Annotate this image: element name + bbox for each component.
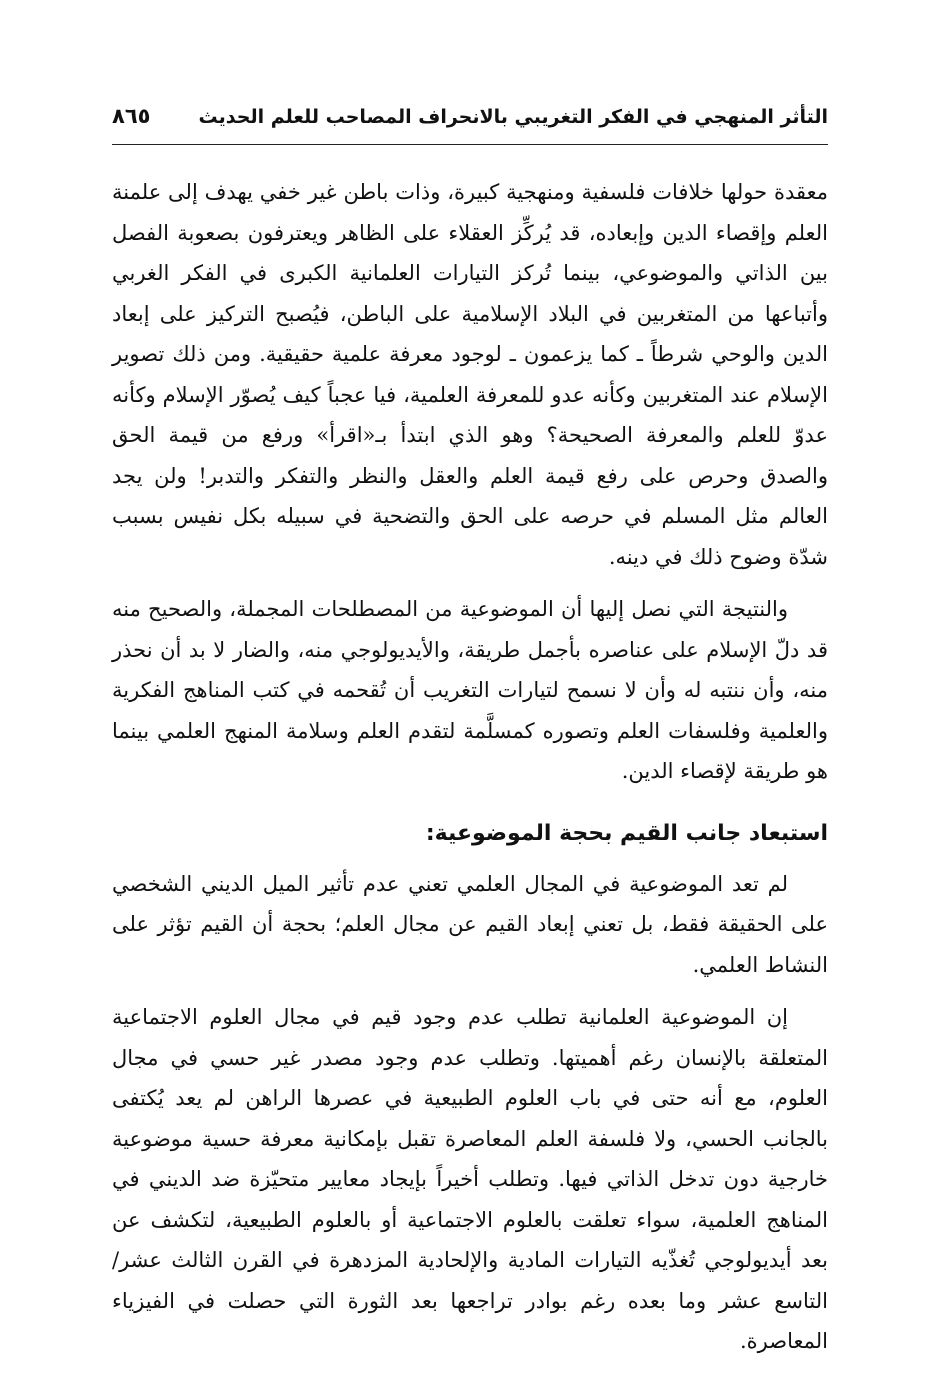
paragraph-1: معقدة حولها خلافات فلسفية ومنهجية كبيرة، وذات باطن غير خفي يهدف إلى علمنة العلم وإقصاء الدين وإبعاده، قد يُركِّز العقلاء على الظاهر ويعترفون بصعوبة الفصل بين الذاتي والموضوعي، بينما تُركز التيارات العلمانية الكبرى في الفكر الغربي وأتباعها من المتغربين في البلاد الإسلامية على الباطن، فيُصبح التركيز على إبعاد الدين والوحي شرطاً ـ كما يزعمون ـ لوجود معرفة علمية حقيقية. ومن ذلك تصوير الإسلام عند المتغربين وكأنه عدو للمعرفة العلمية، فيا عجباً كيف يُصوّر الإسلام وكأنه عدوّ للعلم والمعرفة الصحيحة؟ وهو الذي ابتدأ بـ«اقرأ» ورفع من قيمة الحق والصدق وحرص على رفع قيمة العلم والعقل والنظر والتفكر والتدبر! ولن يجد العالم مثل المسلم في حرصه على الحق والتضحية في سبيله بكل نفيس بسبب شدّة وضوح ذلك في دينه. xyxy=(112,180,828,569)
paragraph-3: لم تعد الموضوعية في المجال العلمي تعني عدم تأثير الميل الديني الشخصي على الحقيقة فقط، بل تعني إبعاد القيم عن مجال العلم؛ بحجة أن القيم تؤثر على النشاط العلمي. xyxy=(112,871,828,977)
page-number: ٨٦٥ xyxy=(112,104,151,128)
header-title: التأثر المنهجي في الفكر التغريبي بالانحراف المصاحب للعلم الحديث xyxy=(198,106,828,128)
section-heading: استبعاد جانب القيم بحجة الموضوعية: xyxy=(425,820,828,846)
running-header xyxy=(112,100,828,145)
paragraph-2: والنتيجة التي نصل إليها أن الموضوعية من المصطلحات المجملة، والصحيح منه قد دلّ الإسلام على عناصره بأجمل طريقة، والأيديولوجي منه، والضار لا بد أن نحذر منه، وأن ننتبه له وأن لا نسمح لتيارات التغريب أن تُقحمه في كتب المناهج الفكرية والعلمية وفلسفات العلم وتصوره كمسلَّمة لتقدم العلم وسلامة المنهج العلمي بينما هو طريقة لإقصاء الدين. xyxy=(112,597,828,783)
paragraph-4: إن الموضوعية العلمانية تطلب عدم وجود قيم في مجال العلوم الاجتماعية المتعلقة بالإنسان رغم أهميتها. وتطلب عدم وجود مصدر غير حسي في مجال العلوم، مع أنه حتى في باب العلوم الطبيعية في عصرها الراهن لم يعد يُكتفى بالجانب الحسي، ولا فلسفة العلم المعاصرة تقبل بإمكانية معرفة حسية موضوعية خارجية دون تدخل الذاتي فيها. وتطلب أخيراً بإيجاد معايير متحيّزة ضد الديني في المناهج العلمية، سواء تعلقت بالعلوم الاجتماعية أو بالعلوم الطبيعية، لتكشف عن بعد أيديولوجي تُغذّيه التيارات المادية والإلحادية المزدهرة في القرن الثالث عشر/التاسع عشر وما بعده رغم بوادر تراجعها بعد الثورة التي حصلت في الفيزياء المعاصرة. xyxy=(112,1005,828,1353)
body-text xyxy=(112,172,828,1362)
